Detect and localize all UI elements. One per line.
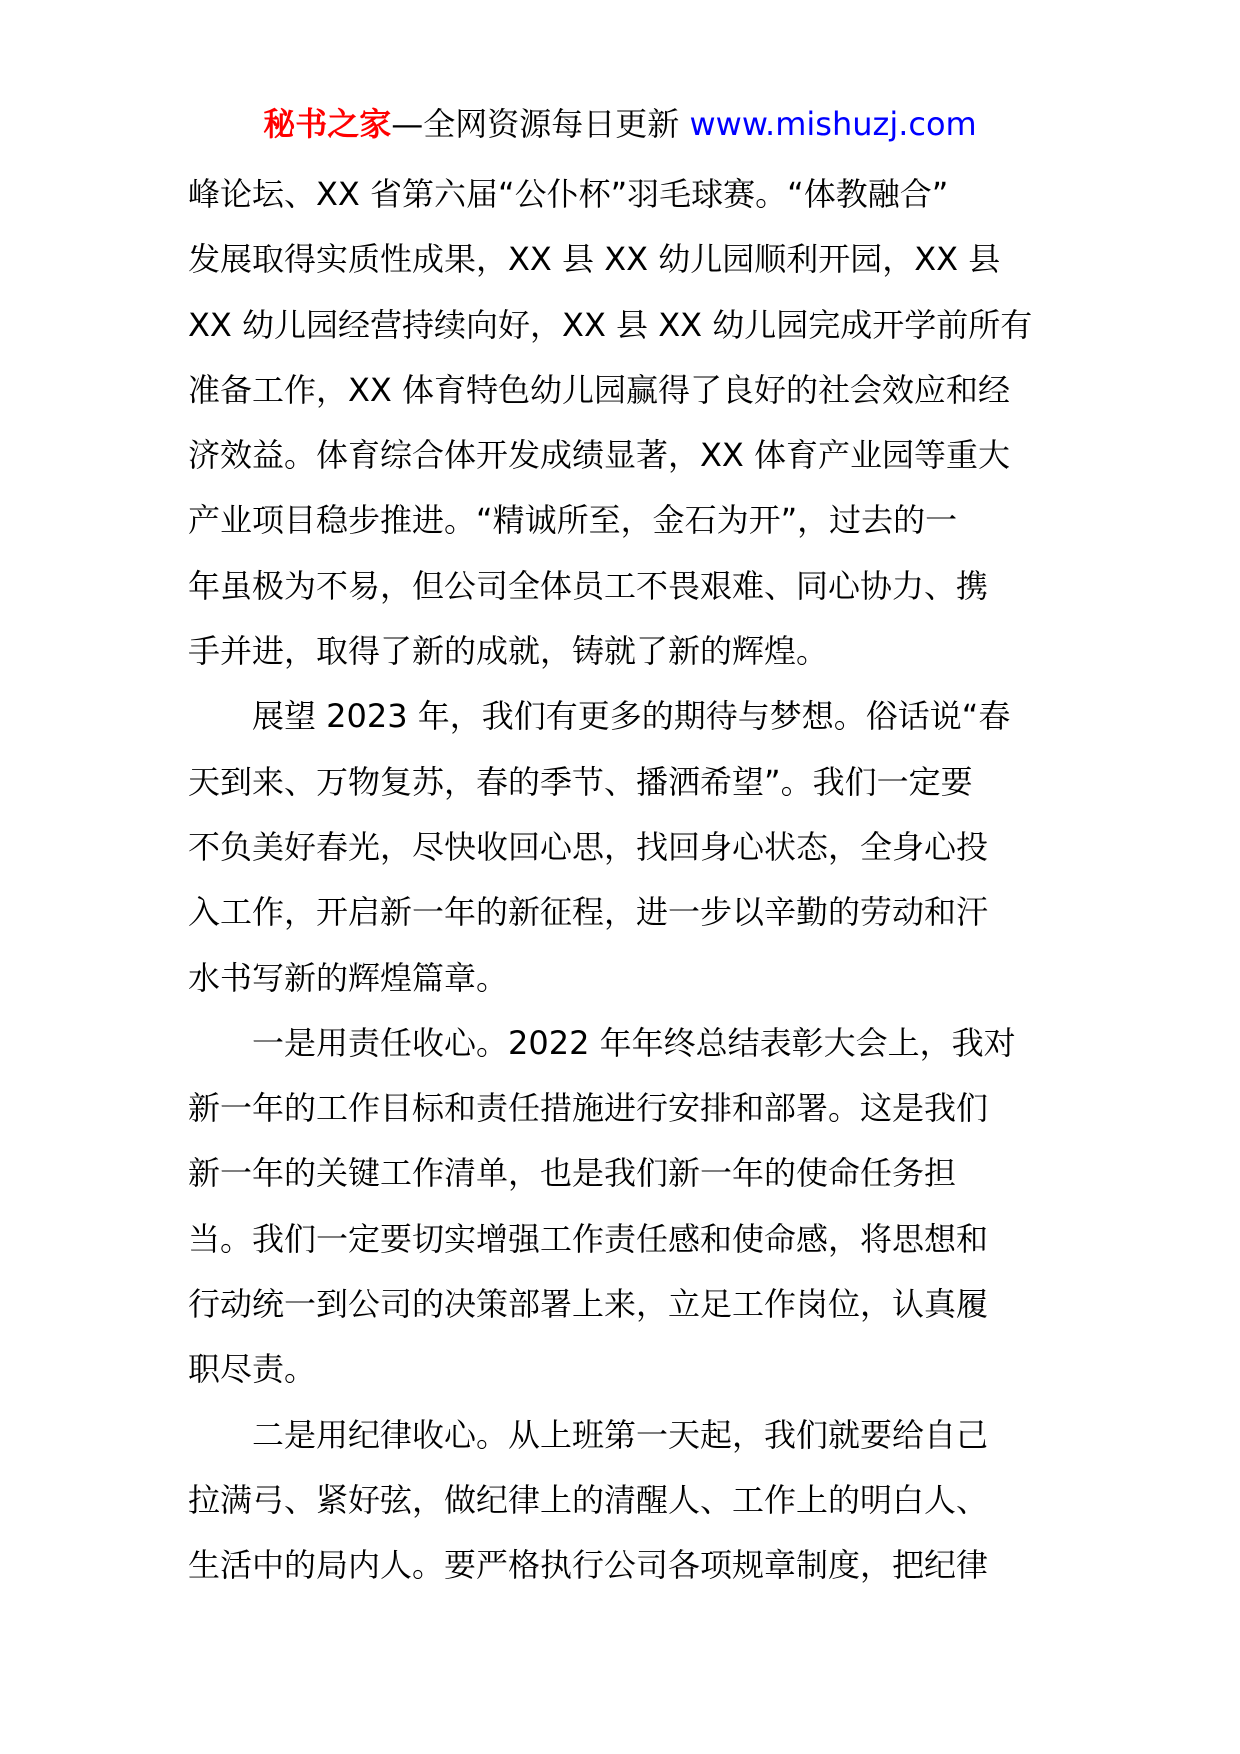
text-line: 新一年的关键工作清单，也是我们新一年的使命任务担 (188, 1154, 957, 1193)
text-line: 职尽责。 (188, 1350, 317, 1389)
text-line: 拉满弓、紧好弦，做纪律上的清醒人、工作上的明白人、 (188, 1480, 989, 1519)
text-line: 产业项目稳步推进。“精诚所至，金石为开”，过去的一 (188, 501, 958, 540)
text-line: XX 幼儿园经营持续向好，XX 县 XX 幼儿园完成开学前所有 (188, 305, 1033, 344)
text-line: 年虽极为不易，但公司全体员工不畏艰难、同心协力、携 (188, 566, 989, 605)
text-line: 手并进，取得了新的成就，铸就了新的辉煌。 (188, 632, 829, 671)
text-line: 行动统一到公司的决策部署上来，立足工作岗位，认真履 (188, 1285, 989, 1324)
paragraph-first-line: 一是用责任收心。2022 年年终总结表彰大会上，我对 (252, 1023, 1016, 1062)
text-line: 新一年的工作目标和责任措施进行安排和部署。这是我们 (188, 1089, 989, 1128)
text-line: 发展取得实质性成果，XX 县 XX 幼儿园顺利开园，XX 县 (188, 240, 1001, 279)
text-line: 济效益。体育综合体开发成绩显著，XX 体育产业园等重大 (188, 436, 1011, 475)
paragraph-first-line: 二是用纪律收心。从上班第一天起，我们就要给自己 (252, 1415, 989, 1454)
header-tagline: —全网资源每日更新 (391, 105, 690, 143)
text-line: 当。我们一定要切实增强工作责任感和使命感，将思想和 (188, 1219, 989, 1258)
header-brand: 秘书之家 (263, 105, 392, 143)
text-line: 准备工作，XX 体育特色幼儿园赢得了良好的社会效应和经 (188, 370, 1011, 409)
text-line: 入工作，开启新一年的新征程，进一步以辛勤的劳动和汗 (188, 893, 989, 932)
header-url-link[interactable]: www.mishuzj.com (689, 105, 977, 143)
text-line: 水书写新的辉煌篇章。 (188, 958, 509, 997)
document-body (188, 162, 1058, 1599)
text-line: 不负美好春光，尽快收回心思，找回身心状态，全身心投 (188, 827, 989, 866)
paragraph-first-line: 展望 2023 年，我们有更多的期待与梦想。俗话说“春 (252, 697, 1011, 736)
text-line: 生活中的局内人。要严格执行公司各项规章制度，把纪律 (188, 1546, 989, 1585)
page-header (0, 100, 1240, 148)
text-line: 峰论坛、XX 省第六届“公仆杯”羽毛球赛。“体教融合” (188, 175, 949, 213)
text-line: 天到来、万物复苏，春的季节、播洒希望”。我们一定要 (188, 762, 973, 801)
